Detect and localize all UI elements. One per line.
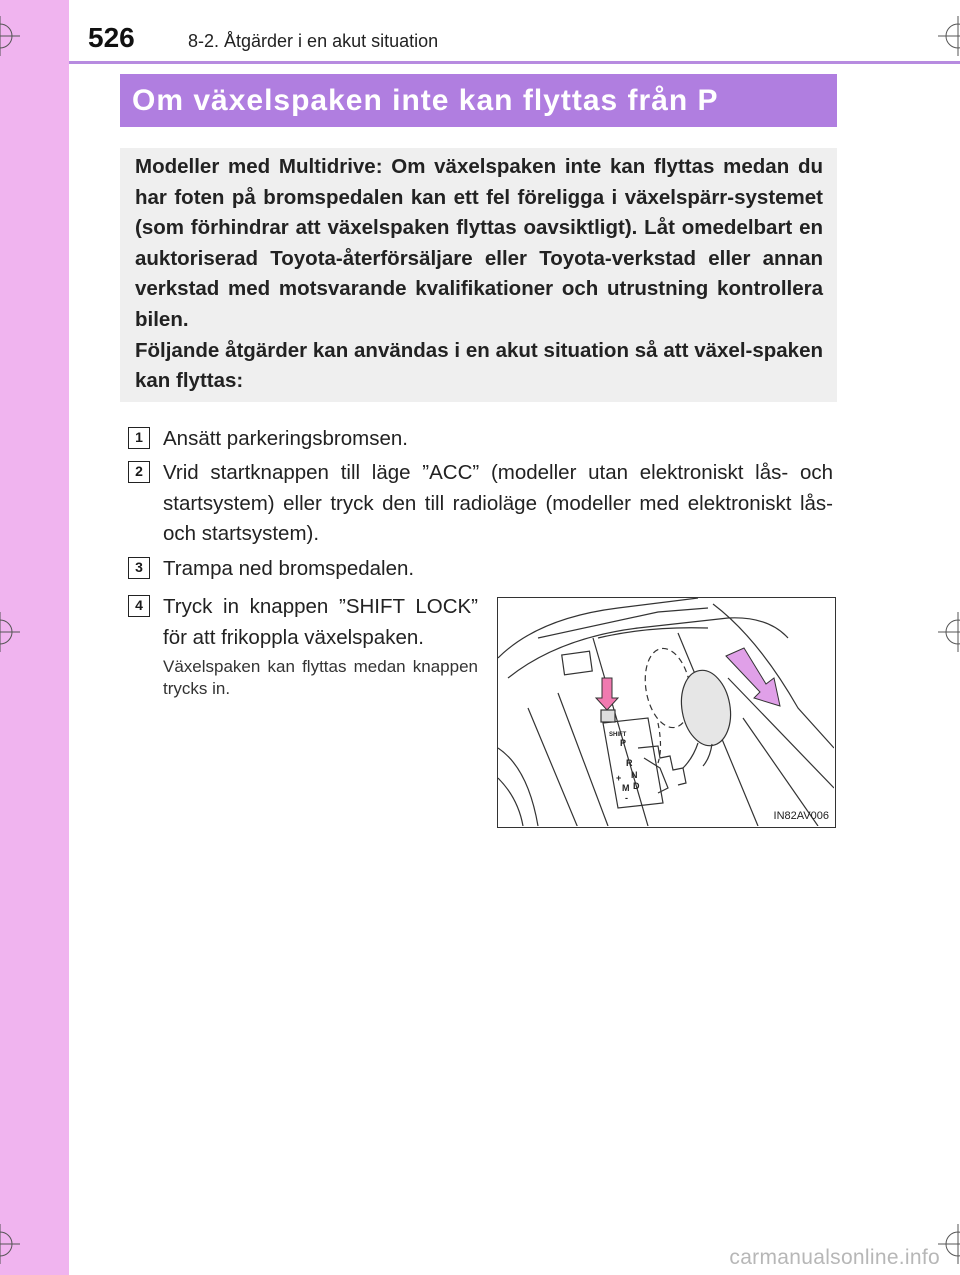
crop-mark-mid-left bbox=[0, 612, 20, 652]
watermark: carmanualsonline.info bbox=[729, 1246, 940, 1269]
step-text: Vrid startknappen till läge ”ACC” (modeller utan elektroniskt lås- och startsystem) eller tryck den till radioläge (modeller med elektroniskt lås- och startsystem). bbox=[163, 461, 833, 545]
gate-label-m: M bbox=[622, 783, 630, 793]
step-text: Tryck in knappen ”SHIFT LOCK” för att frikoppla växelspaken. bbox=[163, 595, 478, 649]
step-text: Trampa ned bromspedalen. bbox=[163, 557, 415, 580]
crop-mark-mid-right bbox=[938, 612, 960, 652]
section-label: 8-2. Åtgärder i en akut situation bbox=[188, 31, 439, 51]
console-drawing bbox=[498, 598, 834, 826]
figure-code: IN82AV006 bbox=[773, 810, 829, 822]
press-arrow-icon bbox=[596, 678, 618, 710]
notice-text bbox=[135, 152, 823, 397]
gate-label-minus: - bbox=[625, 793, 628, 803]
gate-label-plus: + bbox=[616, 773, 622, 783]
step-number-badge: 1 bbox=[128, 427, 150, 449]
gate-label-r: R bbox=[626, 758, 633, 768]
page-title: Om växelspaken inte kan flyttas från P bbox=[132, 84, 719, 117]
step-number-badge: 2 bbox=[128, 461, 150, 483]
crop-mark-top-right bbox=[938, 16, 960, 56]
notice-paragraph-1: Modeller med Multidrive: Om växelspaken inte kan flyttas medan du har foten på bromspedalen kan ett fel föreligga i växelspärr-systemet (som förhindrar att växelspaken flyttas oavsiktligt). Låt omedelbart en auktoriserad Toyota-återförsäljare eller Toyota-verkstad eller annan verkstad med motsvarande kvalifikationer och utrustning kontrollera bilen. bbox=[135, 155, 823, 331]
crop-mark-top-left bbox=[0, 16, 20, 56]
crop-mark-bottom-left bbox=[0, 1224, 20, 1264]
page-number: 526 bbox=[88, 22, 135, 53]
move-arrow-icon bbox=[726, 648, 780, 706]
notice-paragraph-2: Följande åtgärder kan användas i en akut situation så att växel-spaken kan flyttas: bbox=[135, 338, 823, 393]
step-note: Växelspaken kan flyttas medan knappen trycks in. bbox=[163, 657, 478, 698]
shift-button-label: SHIFT bbox=[609, 732, 627, 738]
gate-label-p: P bbox=[620, 738, 627, 748]
gate-label-n: N bbox=[631, 770, 638, 780]
shift-lock-illustration bbox=[497, 597, 836, 828]
notice-box bbox=[120, 148, 837, 402]
gate-label-d: D bbox=[633, 781, 640, 791]
title-bar bbox=[120, 74, 837, 127]
crop-mark-bottom-right bbox=[938, 1224, 960, 1264]
step-text: Ansätt parkeringsbromsen. bbox=[163, 427, 408, 450]
step-number-badge: 4 bbox=[128, 595, 150, 617]
header-rule bbox=[69, 61, 960, 64]
step-number-badge: 3 bbox=[128, 557, 150, 579]
